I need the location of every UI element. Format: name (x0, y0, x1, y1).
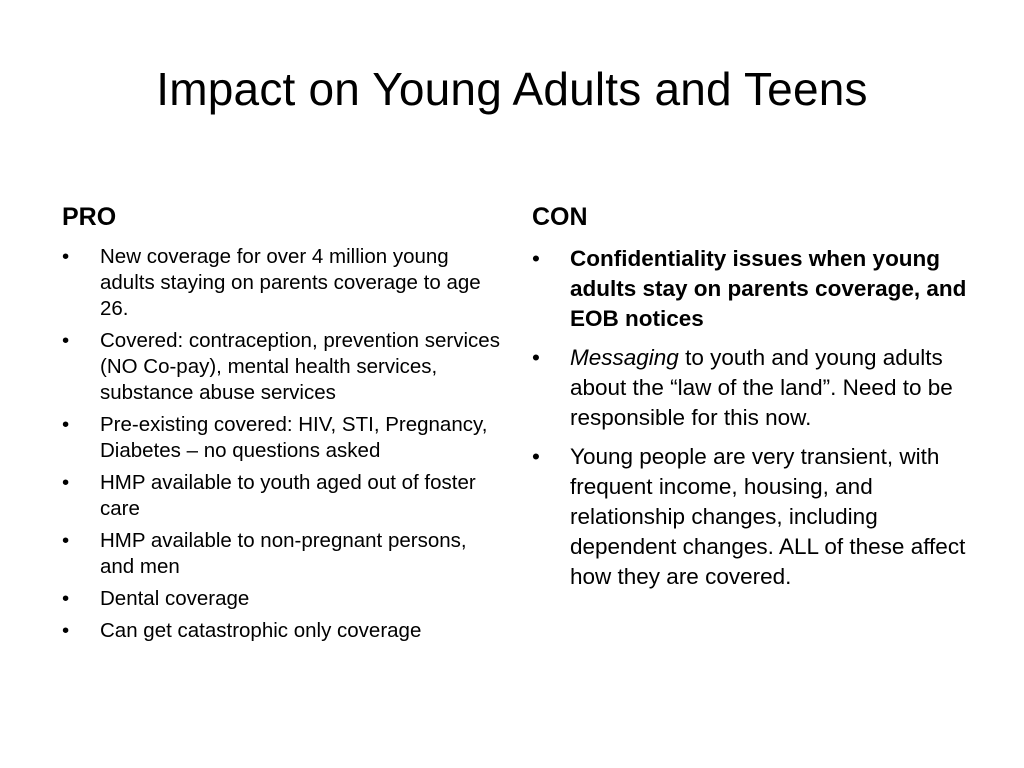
bullet-icon: • (62, 329, 70, 352)
pro-item-text: HMP available to youth aged out of foster care (100, 471, 476, 520)
bullet-icon: • (532, 246, 540, 271)
bullet-icon: • (532, 444, 540, 469)
bullet-icon: • (62, 529, 70, 552)
pro-list-item (62, 586, 502, 612)
pro-list-item (62, 470, 502, 522)
con-item-text: Young people are very transient, with frequent income, housing, and relationship changes, including dependent changes. ALL of these affect how they are covered. (570, 444, 966, 589)
pro-list-item (62, 244, 502, 322)
con-list-item (532, 343, 972, 433)
pro-column (62, 200, 502, 650)
pro-list-item (62, 618, 502, 644)
con-column (532, 200, 972, 601)
con-item-text: Confidentiality issues when young adults stay on parents coverage, and EOB notices (570, 246, 967, 331)
pro-list (62, 244, 502, 644)
bullet-icon: • (532, 345, 540, 370)
bullet-icon: • (62, 413, 70, 436)
con-list-item (532, 244, 972, 334)
con-item-text: to youth and young adults about the “law of the land”. Need to be responsible for this now. (570, 345, 953, 430)
pro-item-text: HMP available to non-pregnant persons, and men (100, 529, 467, 578)
pro-heading: PRO (62, 203, 117, 231)
pro-list-item (62, 328, 502, 406)
con-list (532, 244, 972, 592)
bullet-icon: • (62, 245, 70, 268)
pro-item-text: Pre-existing covered: HIV, STI, Pregnancy, Diabetes – no questions asked (100, 413, 488, 462)
bullet-icon: • (62, 471, 70, 494)
bullet-icon: • (62, 619, 70, 642)
pro-list-item (62, 528, 502, 580)
slide-title: Impact on Young Adults and Teens (156, 62, 868, 115)
pro-item-text: Dental coverage (100, 587, 250, 610)
con-list-item (532, 442, 972, 592)
pro-list-item (62, 412, 502, 464)
pro-item-text: Can get catastrophic only coverage (100, 619, 422, 642)
con-heading: CON (532, 203, 588, 231)
con-item-emphasis: Messaging (570, 345, 679, 370)
pro-item-text: New coverage for over 4 million young adults staying on parents coverage to age 26. (100, 245, 481, 320)
bullet-icon: • (62, 587, 70, 610)
pro-item-text: Covered: contraception, prevention services (NO Co-pay), mental health services, substance abuse services (100, 329, 500, 404)
